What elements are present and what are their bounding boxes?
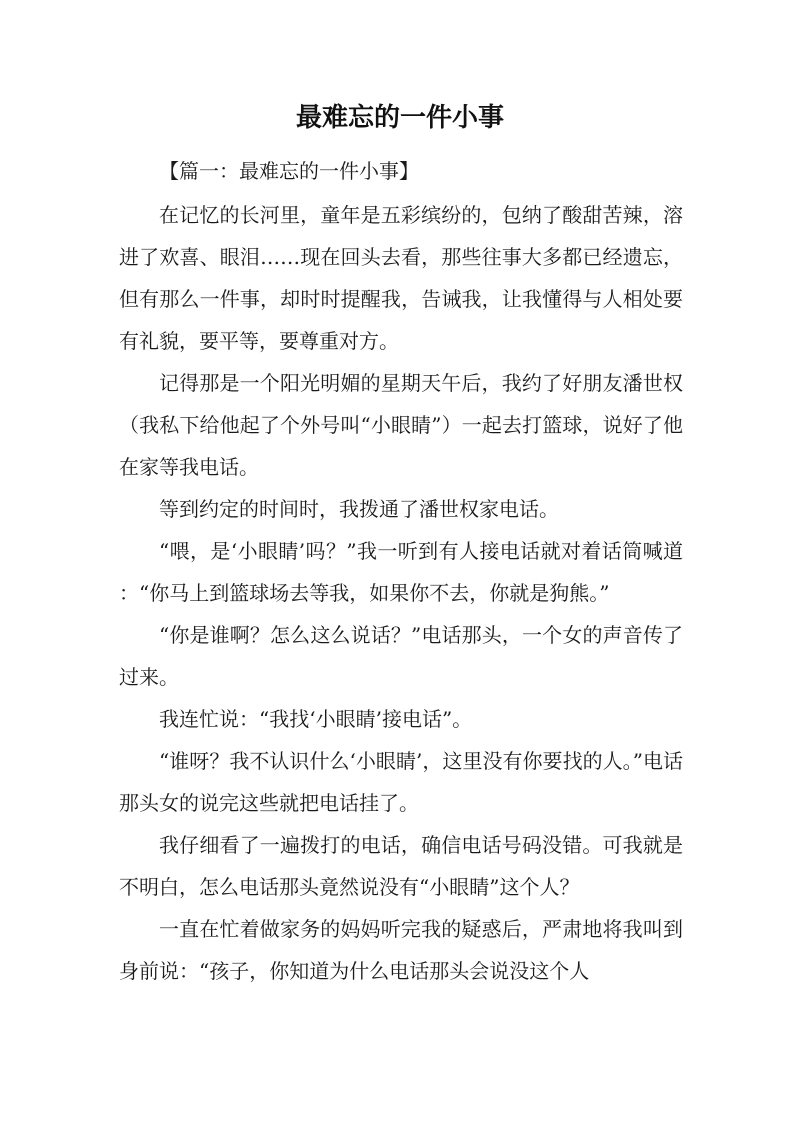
document-body <box>119 150 683 992</box>
paragraph: 一直在忙着做家务的妈妈听完我的疑惑后，严肃地将我叫到身前说：“孩子，你知道为什么电话那头会说没这个人 <box>119 917 683 983</box>
paragraph: 我连忙说：“我找‘小眼睛’接电话”。 <box>159 707 473 731</box>
paragraph: “谁呀？我不认识什么‘小眼睛’，这里没有你要找的人。”电话那头女的说完这些就把电话挂了。 <box>119 749 683 815</box>
section-heading: 【篇一：最难忘的一件小事】 <box>159 159 419 183</box>
paragraph: 等到约定的时间时，我拨通了潘世权家电话。 <box>159 497 559 521</box>
paragraph: 记得那是一个阳光明媚的星期天午后，我约了好朋友潘世权（我私下给他起了个外号叫“小眼睛”）一起去打篮球，说好了他在家等我电话。 <box>119 371 683 479</box>
paragraph: “你是谁啊？怎么这么说话？”电话那头，一个女的声音传了过来。 <box>119 623 683 689</box>
document-title: 最难忘的一件小事 <box>295 103 504 133</box>
paragraph: 我仔细看了一遍拨打的电话，确信电话号码没错。可我就是不明白，怎么电话那头竟然说没有“小眼睛”这个人？ <box>119 833 683 899</box>
paragraph: “喂，是‘小眼睛’吗？”我一听到有人接电话就对着话筒喊道：“你马上到篮球场去等我，如果你不去，你就是狗熊。” <box>119 539 683 605</box>
paragraph: 在记忆的长河里，童年是五彩缤纷的，包纳了酸甜苦辣，溶进了欢喜、眼泪……现在回头去看，那些往事大多都已经遗忘，但有那么一件事，却时时提醒我，告诫我，让我懂得与人相处要有礼貌，要平等，要尊重对方。 <box>119 203 683 353</box>
